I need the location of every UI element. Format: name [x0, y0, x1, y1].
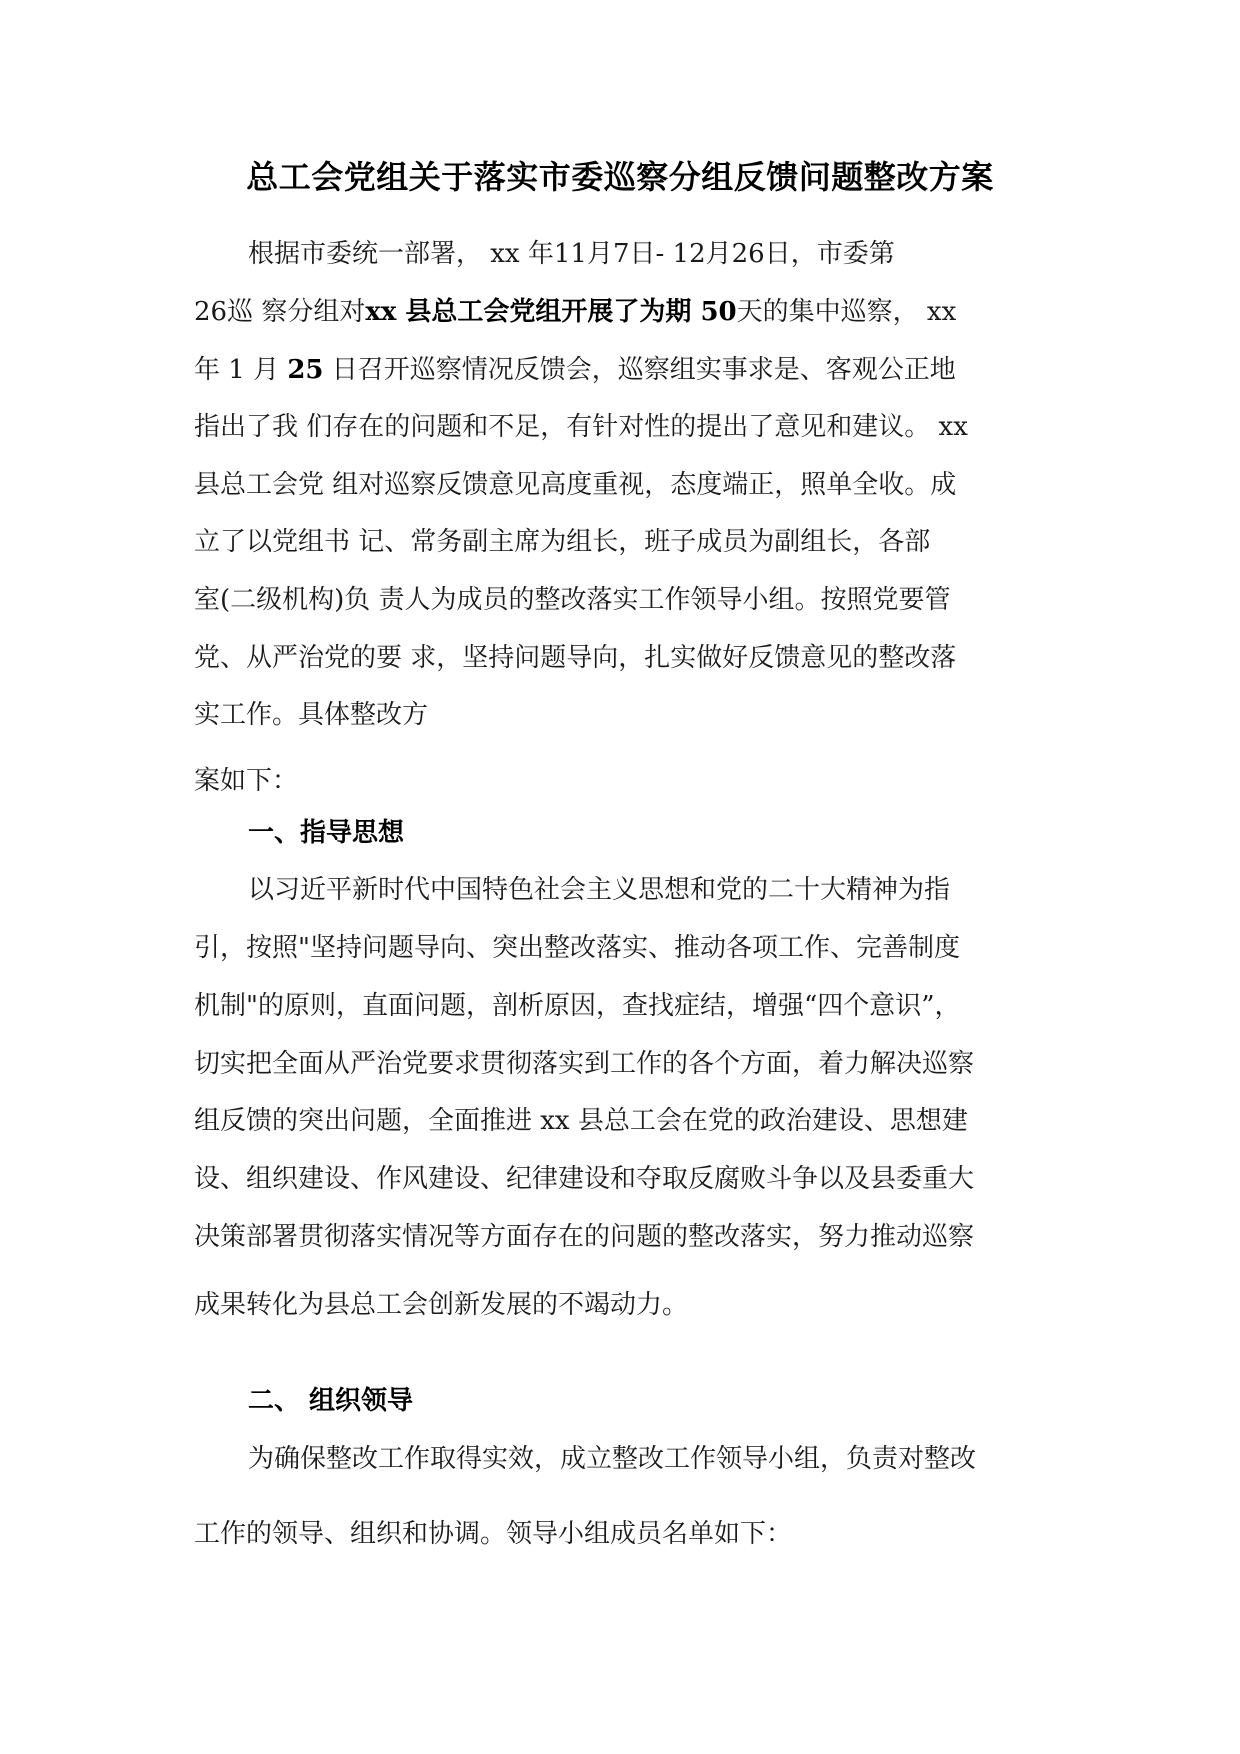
- section1-lines-text: 组反馈的突出问题，全面推进 xx 县总工会在党的政治建设、思想建: [194, 1106, 968, 1136]
- section-heading-organization: 二、 组织领导: [248, 1386, 414, 1416]
- intro-text: 天的集中巡察， xx: [736, 297, 957, 327]
- intro-text: 年 1 月: [194, 355, 288, 385]
- intro-bold-text: xx 县总工会党组开展了为期 50: [365, 297, 737, 327]
- section1-lines-text: 机制"的原则，直面问题，剖析原因，查找症结，增强“四个意识”，: [194, 991, 961, 1021]
- intro-text: 指出了我 们存在的问题和不足，有针对性的提出了意见和建议。 xx: [194, 412, 968, 442]
- intro-line: [194, 406, 968, 443]
- section2-lines-text: 工作的领导、组织和协调。领导小组成员名单如下：: [194, 1519, 793, 1549]
- section1-lines-text: 成果转化为县总工会创新发展的不竭动力。: [194, 1290, 689, 1320]
- intro-text: 日召开巡察情况反馈会，巡察组实事求是、客观公正地: [323, 355, 956, 385]
- intro-text: 室(二级机构)负 责人为成员的整改落实工作领导小组。按照党要管: [194, 585, 951, 615]
- intro-line: [194, 349, 956, 386]
- intro-line: [248, 233, 895, 270]
- intro-line: [194, 637, 956, 674]
- intro-line: [194, 760, 298, 797]
- section1-lines-text: 以习近平新时代中国特色社会主义思想和党的二十大精神为指: [248, 875, 951, 905]
- section1-lines-text: 决策部署贯彻落实情况等方面存在的问题的整改落实，努力推动巡察: [194, 1222, 975, 1252]
- intro-line: [194, 464, 956, 501]
- intro-text: 根据市委统一部署， xx 年11月7日- 12月26日，市委第: [248, 239, 895, 269]
- section1-lines-text: 引，按照"坚持问题导向、突出整改落实、推动各项工作、完善制度: [194, 933, 960, 963]
- intro-line: [194, 694, 428, 731]
- intro-text: 26巡 察分组对: [194, 297, 366, 327]
- intro-line: [194, 579, 951, 616]
- intro-text: 实工作。具体整改方: [194, 700, 429, 730]
- section-heading-guiding-ideology: 一、指导思想: [248, 818, 405, 848]
- intro-bold-text: 25: [287, 355, 324, 385]
- section1-lines-text: 切实把全面从严治党要求贯彻落实到工作的各个方面，着力解决巡察: [194, 1049, 975, 1079]
- intro-line: [194, 291, 956, 328]
- intro-line: [194, 521, 930, 558]
- section1-lines-text: 设、组织建设、作风建设、纪律建设和夺取反腐败斗争以及县委重大: [194, 1164, 975, 1194]
- intro-text: 县总工会党 组对巡察反馈意见高度重视，态度端正，照单全收。成: [194, 470, 957, 500]
- intro-text: 案如下：: [194, 766, 299, 796]
- section2-lines-text: 为确保整改工作取得实效，成立整改工作领导小组，负责对整改: [248, 1444, 977, 1474]
- document-title: 总工会党组关于落实市委巡察分组反馈问题整改方案: [246, 158, 994, 196]
- intro-text: 党、从严治党的要 求，坚持问题导向，扎实做好反馈意见的整改落: [194, 643, 957, 673]
- intro-text: 立了以党组书 记、常务副主席为组长，班子成员为副组长，各部: [194, 527, 931, 557]
